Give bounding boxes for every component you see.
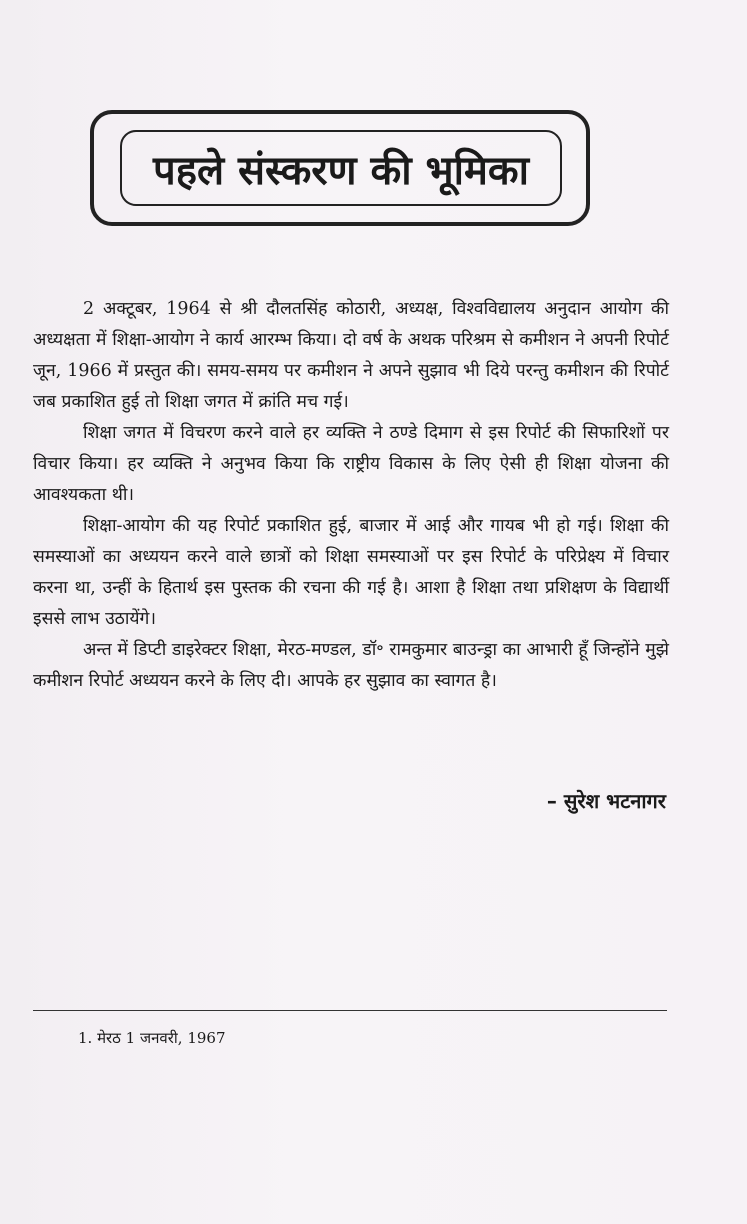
page-title: पहले संस्करण की भूमिका	[152, 147, 530, 194]
paragraph-2: शिक्षा जगत में विचरण करने वाले हर व्यक्ति ने ठण्डे दिमाग से इस रिपोर्ट की सिफारिशों पर विचार किया। हर व्यक्ति ने अनुभव किया कि राष्ट्रीय विकास के लिए ऐसी ही शिक्षा योजना की आवश्यकता थी।	[33, 423, 669, 505]
preface-body	[33, 294, 669, 697]
paragraph-4: अन्त में डिप्टी डाइरेक्टर शिक्षा, मेरठ-मण्डल, डॉ॰ रामकुमार बाउन्ड्रा का आभारी हूँ जिन्होंने मुझे कमीशन रिपोर्ट अध्ययन करने के लिए दी। आपके हर सुझाव का स्वागत है।	[33, 640, 669, 691]
footnote-divider	[33, 1010, 667, 1011]
author-signature: – सुरेश भटनागर	[546, 789, 666, 813]
title-frame-inner	[120, 130, 562, 206]
footnote: 1. मेरठ 1 जनवरी, 1967	[78, 1029, 226, 1047]
paragraph-1: 2 अक्टूबर, 1964 से श्री दौलतसिंह कोठारी, अध्यक्ष, विश्वविद्यालय अनुदान आयोग की अध्यक्षता में शिक्षा-आयोग ने कार्य आरम्भ किया। दो वर्ष के अथक परिश्रम से कमीशन ने अपनी रिपोर्ट जून, 1966 में प्रस्तुत की। समय-समय पर कमीशन ने अपने सुझाव भी दिये परन्तु कमीशन की रिपोर्ट जब प्रकाशित हुई तो शिक्षा जगत में क्रांति मच गई।	[33, 299, 669, 412]
paragraph-3: शिक्षा-आयोग की यह रिपोर्ट प्रकाशित हुई, बाजार में आई और गायब भी हो गई। शिक्षा की समस्याओं का अध्ययन करने वाले छात्रों को शिक्षा समस्याओं पर इस रिपोर्ट के परिप्रेक्ष्य में विचार करना था, उन्हीं के हितार्थ इस पुस्तक की रचना की गई है। आशा है शिक्षा तथा प्रशिक्षण के विद्यार्थी इससे लाभ उठायेंगे।	[33, 516, 669, 629]
